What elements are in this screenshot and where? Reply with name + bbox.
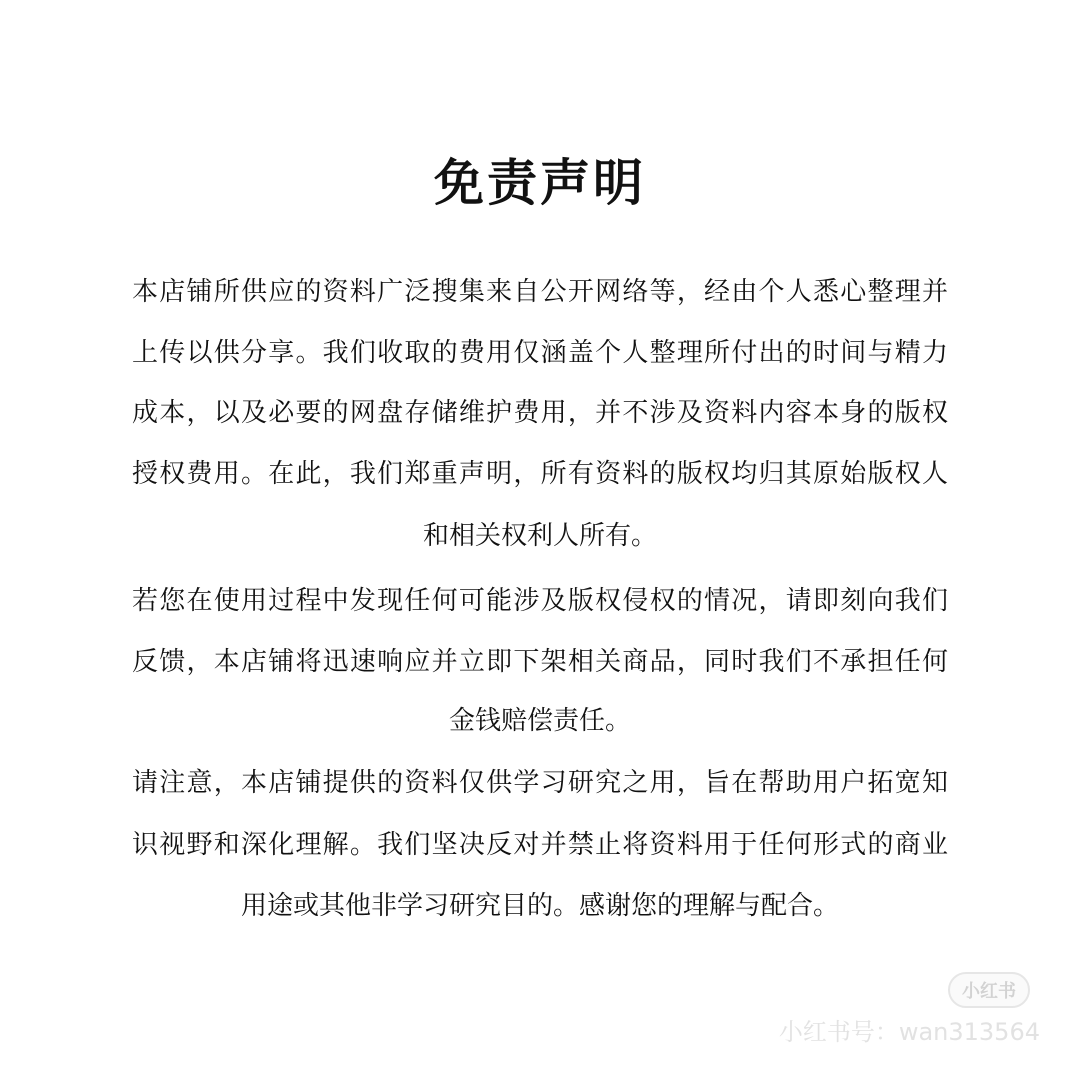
paragraph-3-line-1: 请注意，本店铺提供的资料仅供学习研究之用，旨在帮助用户拓宽知 <box>132 768 948 798</box>
paragraph-1-line-3: 成本，以及必要的网盘存储维护费用，并不涉及资料内容本身的版权 <box>132 398 948 428</box>
watermark-logo: 小红书 <box>948 972 1030 1008</box>
paragraph-3-line-2: 识视野和深化理解。我们坚决反对并禁止将资料用于任何形式的商业 <box>132 830 948 860</box>
paragraph-2-line-1: 若您在使用过程中发现任何可能涉及版权侵权的情况，请即刻向我们 <box>132 586 948 616</box>
watermark-account-id: 小红书号：wan313564 <box>778 1018 1040 1046</box>
paragraph-1-line-2: 上传以供分享。我们收取的费用仅涵盖个人整理所付出的时间与精力 <box>132 338 948 368</box>
paragraph-2-line-3: 金钱赔偿责任。 <box>448 706 631 736</box>
paragraph-1-line-5: 和相关权利人所有。 <box>422 521 657 551</box>
paragraph-3-line-3: 用途或其他非学习研究目的。感谢您的理解与配合。 <box>240 891 839 921</box>
paragraph-2-line-2: 反馈，本店铺将迅速响应并立即下架相关商品，同时我们不承担任何 <box>132 647 948 677</box>
page-title: 免责声明 <box>434 154 646 212</box>
paragraph-1-line-4: 授权费用。在此，我们郑重声明，所有资料的版权均归其原始版权人 <box>132 459 948 489</box>
paragraph-1-line-1: 本店铺所供应的资料广泛搜集来自公开网络等，经由个人悉心整理并 <box>132 277 948 307</box>
